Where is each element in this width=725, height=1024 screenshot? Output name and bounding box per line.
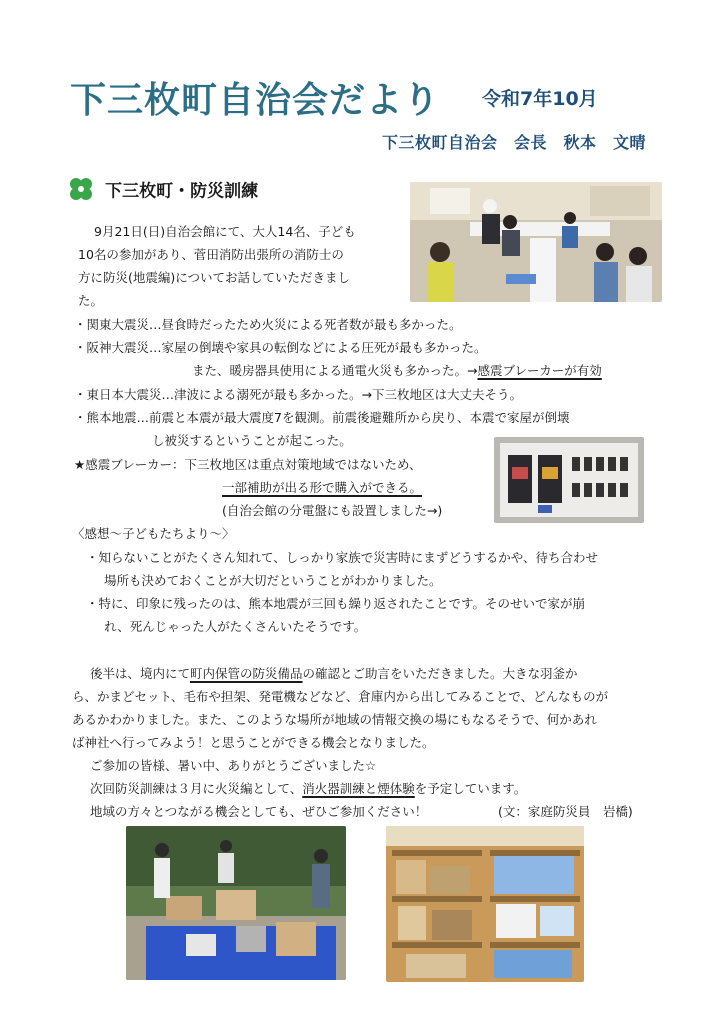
outdoor-equipment-photo (126, 826, 346, 980)
second-half-text-c: の確認とご助言をいただきました。大きな羽釜か (302, 666, 578, 681)
breaker-note-line-1: ★感震ブレーカー：下三枚地区は重点対策地域ではないため、 (74, 457, 422, 472)
next-drill-text-c: を予定しています。 (414, 781, 527, 796)
newsletter-title: 下三枚町自治会だより (70, 80, 441, 121)
hanshin-lesson-cont (192, 361, 602, 380)
intro-line-2: 10名の参加があり、菅田消防出張所の消防士の (78, 247, 344, 262)
extinguisher-smoke-text: 消火器訓練と煙体験 (302, 781, 415, 796)
hanshin-lesson: ・阪神大震災…家屋の倒壊や家具の転倒などによる圧死が最も多かった。 (74, 340, 487, 355)
storage-room-photo (386, 826, 584, 982)
breaker-panel-photo (494, 437, 644, 523)
intro-line-1: 9月21日(日)自治会館にて、大人14名、子ども (94, 224, 356, 239)
impression-2-line-2: れ、死んじゃった人がたくさんいたそうです。 (104, 619, 367, 634)
equipment-check-text: 町内保管の防災備品 (190, 666, 303, 681)
second-half-line-2: ら、かまどセット、毛布や担架、発電機などなど、倉庫内から出してみることで、どんなものが (72, 689, 609, 704)
intro-line-3: 方に防災(地震編)についてお話していただきまし (78, 270, 351, 285)
meeting-photo (410, 182, 662, 302)
second-half-line-1 (90, 664, 578, 683)
section-heading (66, 174, 258, 204)
breaker-note-line-3: (自治会館の分電盤にも設置しました→) (222, 503, 443, 518)
impression-2-line-1: ・特に、印象に残ったのは、熊本地震が三回も繰り返されたことです。そのせいで家が崩 (86, 596, 586, 611)
impression-1-line-2: 場所も決めておくことが大切だということがわかりました。 (104, 573, 442, 588)
breaker-note-line-2: 一部補助が出る形で購入ができる。 (222, 480, 423, 495)
clover-icon (66, 174, 96, 204)
issue-date: 令和7年10月 (482, 88, 598, 110)
kumamoto-lesson: ・熊本地震…前震と本震が最大震度7を観測。前震後避難所から戻り、本震で家屋が倒壊 (74, 410, 570, 425)
kanto-lesson: ・関東大震災…昼食時だったため火災による死者数が最も多かった。 (74, 317, 462, 332)
second-half-text-a: 後半は、境内にて (90, 666, 191, 681)
breaker-effective-text: 感震ブレーカーが有効 (477, 363, 602, 378)
credit-line: (文：家庭防災員 岩橋) (498, 804, 633, 819)
section-title: 下三枚町・防災訓練 (105, 181, 259, 202)
next-drill-text-a: 次回防災訓練は３月に火災編として、 (90, 781, 303, 796)
author-line: 下三枚町自治会 会長 秋本 文晴 (382, 133, 647, 152)
intro-line-4: た。 (78, 293, 104, 308)
impression-1-line-1: ・知らないことがたくさん知れて、しっかり家族で災害時にまずどうするかや、待ち合わせ (86, 550, 599, 565)
second-half-line-3: あるかわかりました。また、このような場所が地域の情報交換の場にもなるそうで、何かあれ (72, 712, 597, 727)
impressions-heading: 〈感想～子どもたちより～〉 (72, 526, 235, 541)
thanks-line: ご参加の皆様、暑い中、ありがとうございました☆ (90, 758, 377, 773)
kumamoto-lesson-cont: し被災するということが起こった。 (152, 433, 352, 448)
hanshin-fire-text: また、暖房器具使用による通電火災も多かった。→ (192, 363, 478, 378)
next-drill-line (90, 779, 526, 798)
invite-line: 地域の方々とつながる機会としても、ぜひご参加ください！ (90, 804, 428, 819)
second-half-line-4: ば神社へ行ってみよう！と思うことができる機会となりました。 (72, 735, 435, 750)
tohoku-lesson: ・東日本大震災…津波による溺死が最も多かった。→下三枚地区は大丈夫そう。 (74, 387, 522, 402)
